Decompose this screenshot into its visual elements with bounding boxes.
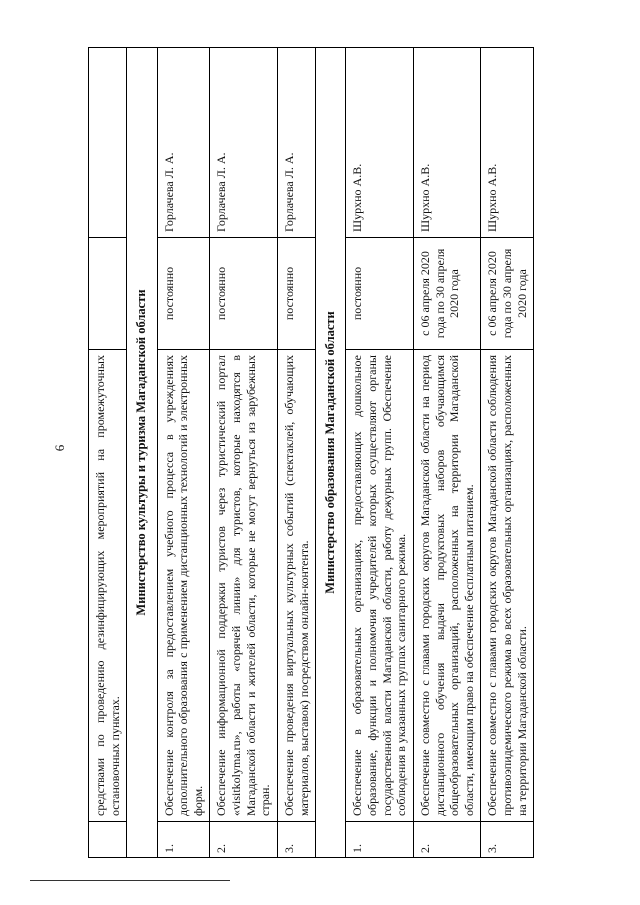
footer-divider <box>30 880 230 881</box>
measures-table <box>88 47 534 858</box>
carryover-text: средствами по проведению дезинфицирующих мероприятий на промежуточных остановочных пунктах. <box>89 350 127 822</box>
section-title: Министерство образования Магаданской области <box>316 48 346 858</box>
row-text: Обеспечение в образовательных организациях, предоставляющих дошкольное образование, функции и полномочия учредителей которых осуществляют органы государственной власти Магаданской области, работу дежурных групп. Обеспечение соблюдения в указанных группах санитарного режима. <box>346 350 414 822</box>
table-row <box>277 48 315 858</box>
row-number: 3. <box>481 822 534 858</box>
table-row <box>346 48 414 858</box>
row-term: с 06 апреля 2020 года по 30 апреля 2020 года <box>413 238 481 350</box>
row-number: 2. <box>413 822 481 858</box>
table-row <box>89 48 127 858</box>
row-term: постоянно <box>277 238 315 350</box>
table-cell <box>89 48 127 238</box>
table-row <box>210 48 278 858</box>
row-text: Обеспечение контроля за предоставлением учебного процесса в учреждениях дополнительного образования с применением дистанционных технологий и электронных форм. <box>157 350 210 822</box>
row-number: 3. <box>277 822 315 858</box>
row-text: Обеспечение совместно с главами городских округов Магаданской области на период дистанционного обучения выдачи продуктовых наборов обучающимся общеобразовательных организаций, расположенных на территории Магаданской области, имеющим право на обеспечение бесплатным питанием. <box>413 350 481 822</box>
table-row <box>413 48 481 858</box>
table-row <box>481 48 534 858</box>
row-number: 1. <box>157 822 210 858</box>
row-text: Обеспечение информационной поддержки туристов через туристический портал «visitkolyma.ru», работы «горячей линии» для туристов, которые находятся в Магаданской области и жителей области, которые не могут вернуться из зарубежных стран. <box>210 350 278 822</box>
table-cell <box>89 238 127 350</box>
row-responsible: Шурхно А.В. <box>481 48 534 238</box>
row-responsible: Шурхно А.В. <box>413 48 481 238</box>
table-row <box>157 48 210 858</box>
row-number: 2. <box>210 822 278 858</box>
row-term: с 06 апреля 2020 года по 30 апреля 2020 года <box>481 238 534 350</box>
row-text: Обеспечение проведения виртуальных культурных событий (спектаклей, обучающих материалов, выставок) посредством онлайн-контента. <box>277 350 315 822</box>
row-term: постоянно <box>157 238 210 350</box>
table-cell <box>89 822 127 858</box>
row-responsible: Шурхно А.В. <box>346 48 414 238</box>
row-number: 1. <box>346 822 414 858</box>
row-responsible: Горлачева Л. А. <box>157 48 210 238</box>
row-term: постоянно <box>346 238 414 350</box>
section-header-row <box>127 48 157 858</box>
section-title: Министерство культуры и туризма Магаданской области <box>127 48 157 858</box>
section-header-row <box>316 48 346 858</box>
row-term: постоянно <box>210 238 278 350</box>
row-text: Обеспечение совместно с главами городских округов Магаданской области соблюдения противоэпидемического режима во всех образовательных организациях, расположенных на территории Магаданской области. <box>481 350 534 822</box>
row-responsible: Горлачева Л. А. <box>277 48 315 238</box>
row-responsible: Горлачева Л. А. <box>210 48 278 238</box>
rotated-table-area <box>88 48 618 858</box>
page-number: 6 <box>52 444 67 452</box>
